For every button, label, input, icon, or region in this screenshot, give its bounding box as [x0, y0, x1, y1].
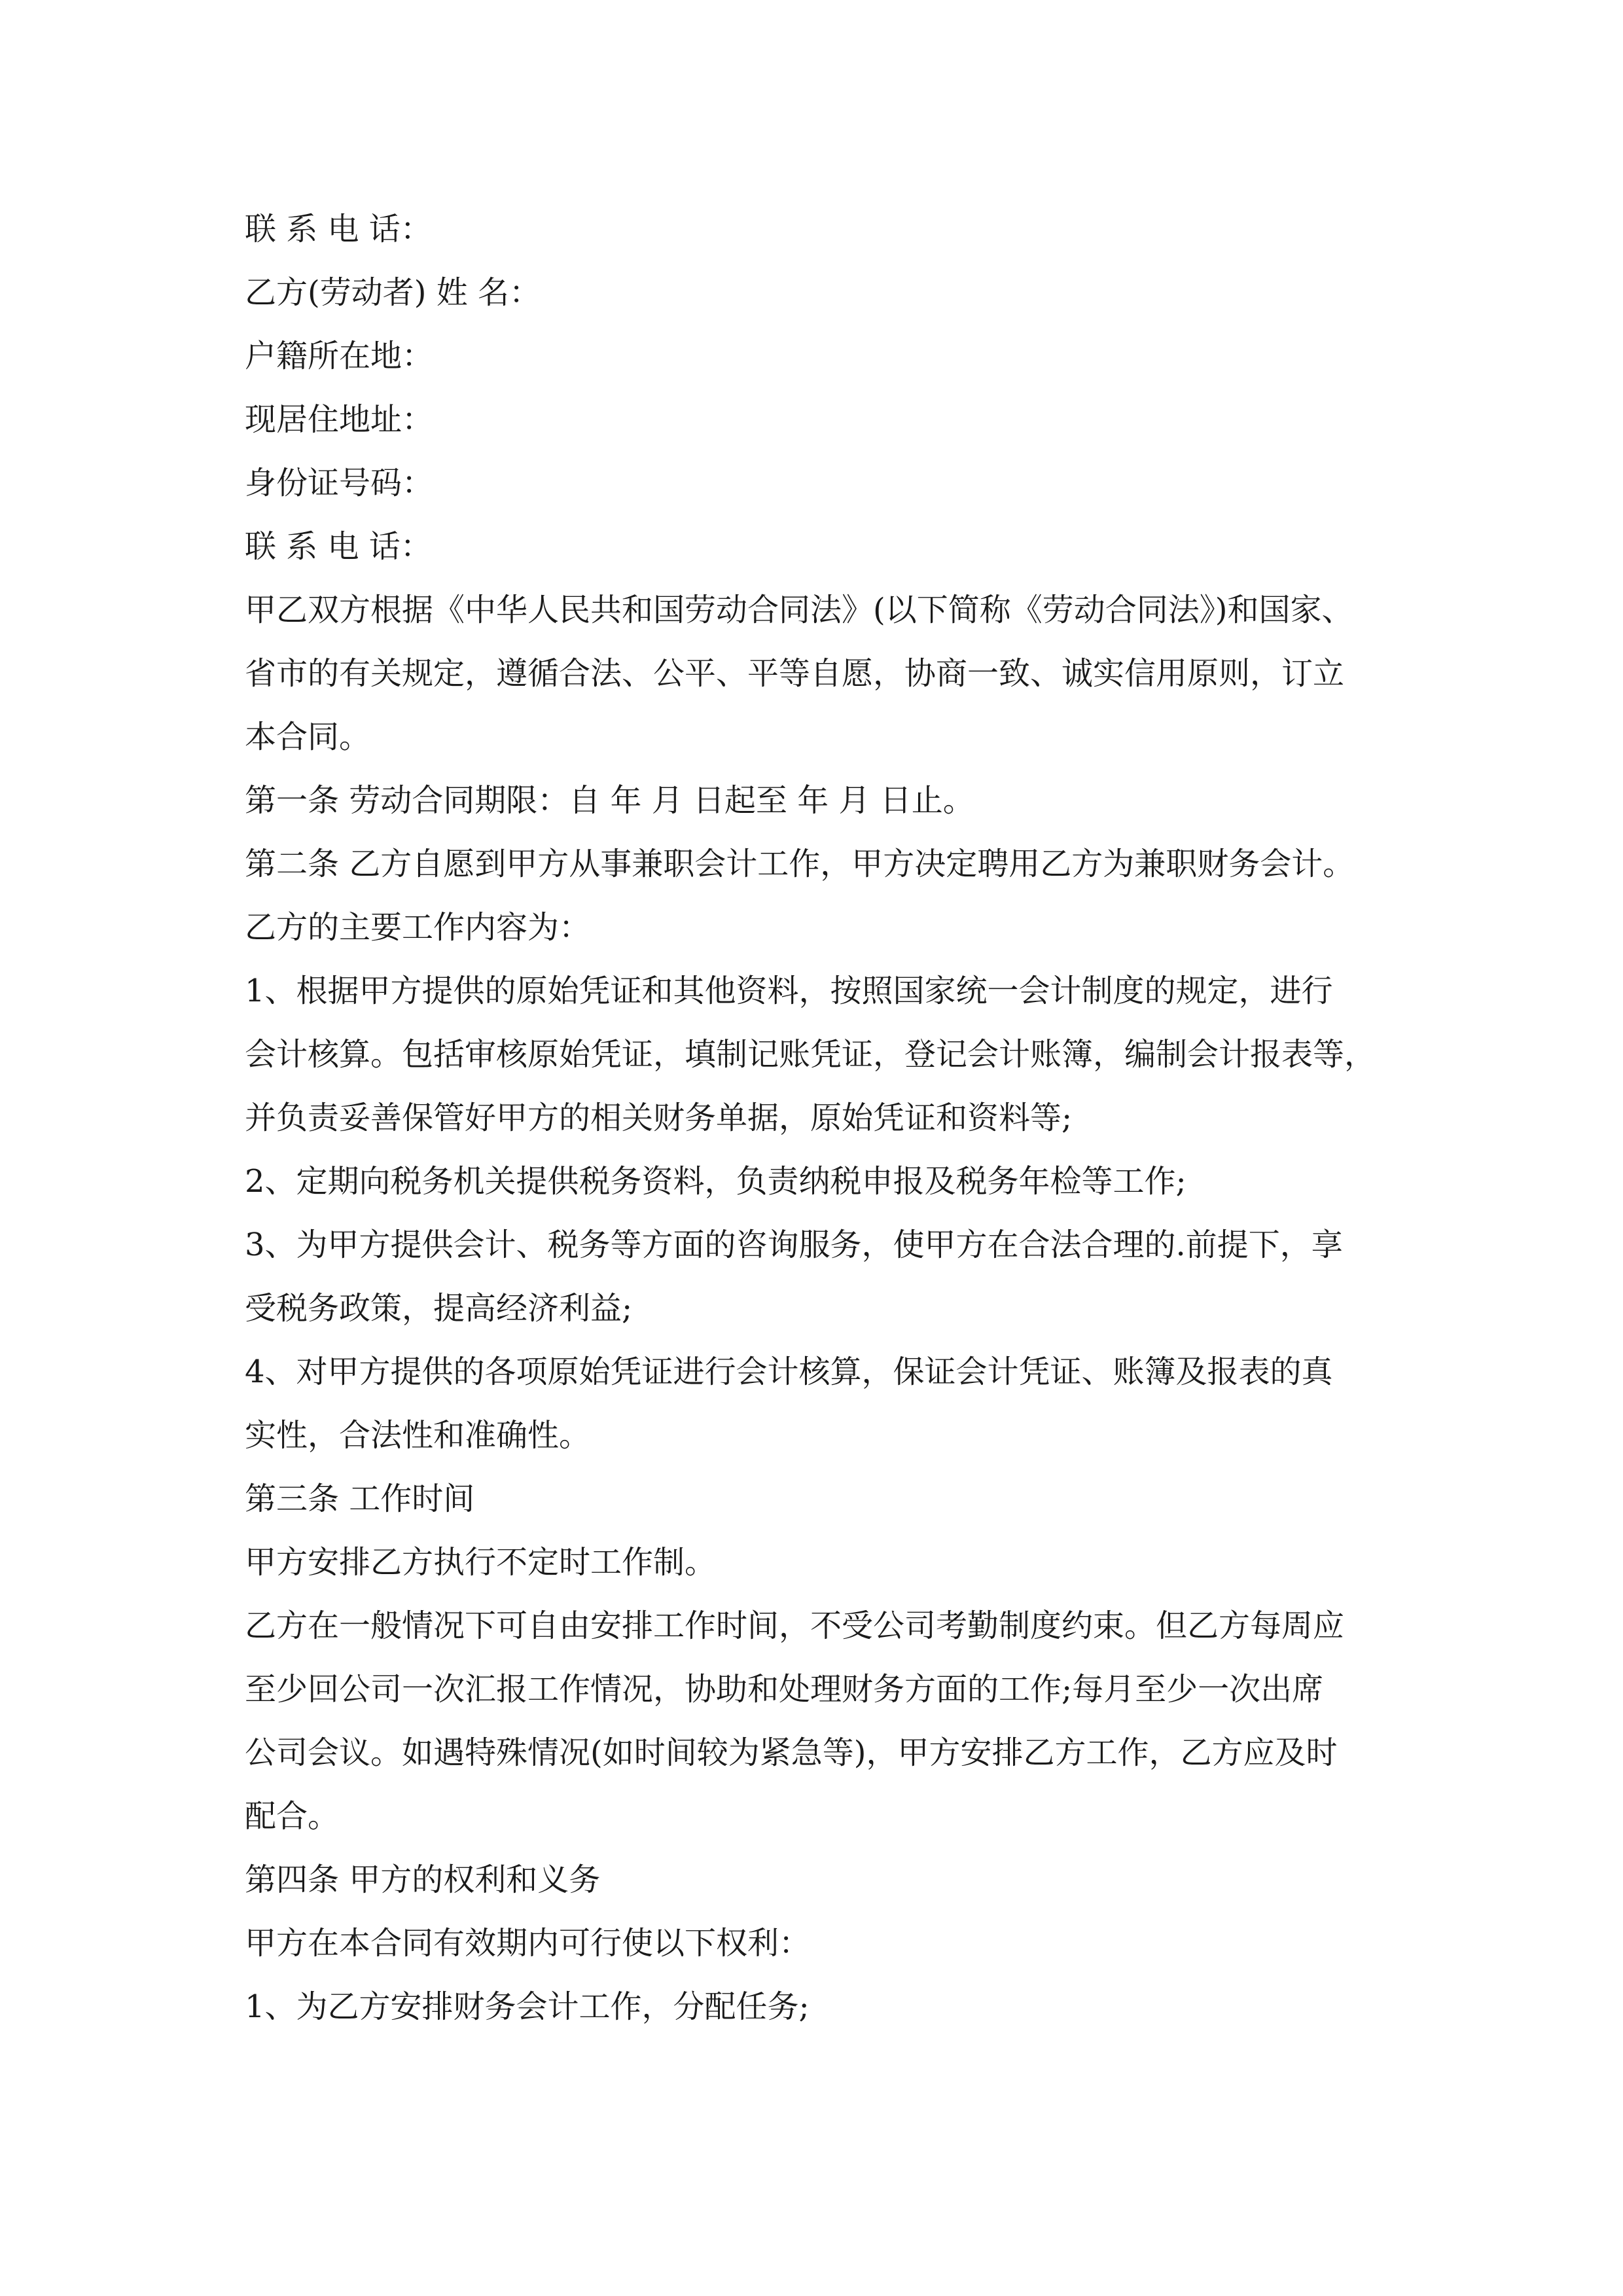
article-4-text: 甲方在本合同有效期内可行使以下权利： [245, 1925, 811, 1962]
duty-item-2: 2、定期向税务机关提供税务资料，负责纳税申报及税务年检等工作; [245, 1163, 1186, 1200]
article-2-duties-intro: 乙方的主要工作内容为： [245, 909, 591, 946]
article-2: 第二条 乙方自愿到甲方从事兼职会计工作，甲方决定聘用乙方为兼职财务会计。 [245, 846, 1355, 882]
contact-phone-party-a: 联 系 电 话： [245, 211, 432, 247]
duty-item-4: 4、对甲方提供的各项原始凭证进行会计核算，保证会计凭证、账簿及报表的真 [245, 1354, 1333, 1390]
contact-phone-party-b: 联 系 电 话： [245, 528, 432, 565]
duty-item-1: 会计核算。包括审核原始凭证，填制记账凭证，登记会计账簿，编制会计报表等， [245, 1036, 1376, 1073]
duty-item-4: 实性，合法性和准确性。 [245, 1417, 591, 1454]
duty-item-3: 3、为甲方提供会计、税务等方面的咨询服务，使甲方在合法合理的.前提下，享 [245, 1227, 1343, 1263]
household-registration-field: 户籍所在地： [245, 338, 434, 374]
contract-body [245, 198, 1397, 2039]
party-b-name-field: 乙方(劳动者) 姓 名： [245, 274, 541, 311]
article-3-text: 至少回公司一次汇报工作情况，协助和处理财务方面的工作;每月至少一次出席 [245, 1671, 1324, 1708]
right-item-1: 1、为乙方安排财务会计工作，分配任务; [245, 1988, 810, 2025]
current-address-field: 现居住地址： [245, 401, 434, 438]
article-3-text: 公司会议。如遇特殊情况(如时间较为紧急等)，甲方安排乙方工作，乙方应及时 [245, 1734, 1338, 1771]
article-4-heading: 第四条 甲方的权利和义务 [245, 1861, 601, 1898]
duty-item-1: 1、根据甲方提供的原始凭证和其他资料，按照国家统一会计制度的规定，进行 [245, 973, 1333, 1009]
article-3-text: 甲方安排乙方执行不定时工作制。 [245, 1544, 717, 1581]
preamble-line: 省市的有关规定，遵循合法、公平、平等自愿，协商一致、诚实信用原则，订立 [245, 655, 1345, 692]
article-3-text: 乙方在一般情况下可自由安排工作时间，不受公司考勤制度约束。但乙方每周应 [245, 1607, 1345, 1644]
id-number-field: 身份证号码： [245, 465, 434, 501]
article-3-text: 配合。 [245, 1798, 340, 1835]
preamble-line: 本合同。 [245, 719, 371, 755]
preamble-line: 甲乙双方根据《中华人民共和国劳动合同法》(以下简称《劳动合同法》)和国家、 [245, 592, 1353, 628]
duty-item-3: 受税务政策，提高经济利益; [245, 1290, 633, 1327]
article-3-heading: 第三条 工作时间 [245, 1480, 475, 1517]
duty-item-1: 并负责妥善保管好甲方的相关财务单据，原始凭证和资料等; [245, 1100, 1073, 1136]
article-1: 第一条 劳动合同期限：自 年 月 日起至 年 月 日止。 [245, 782, 974, 819]
